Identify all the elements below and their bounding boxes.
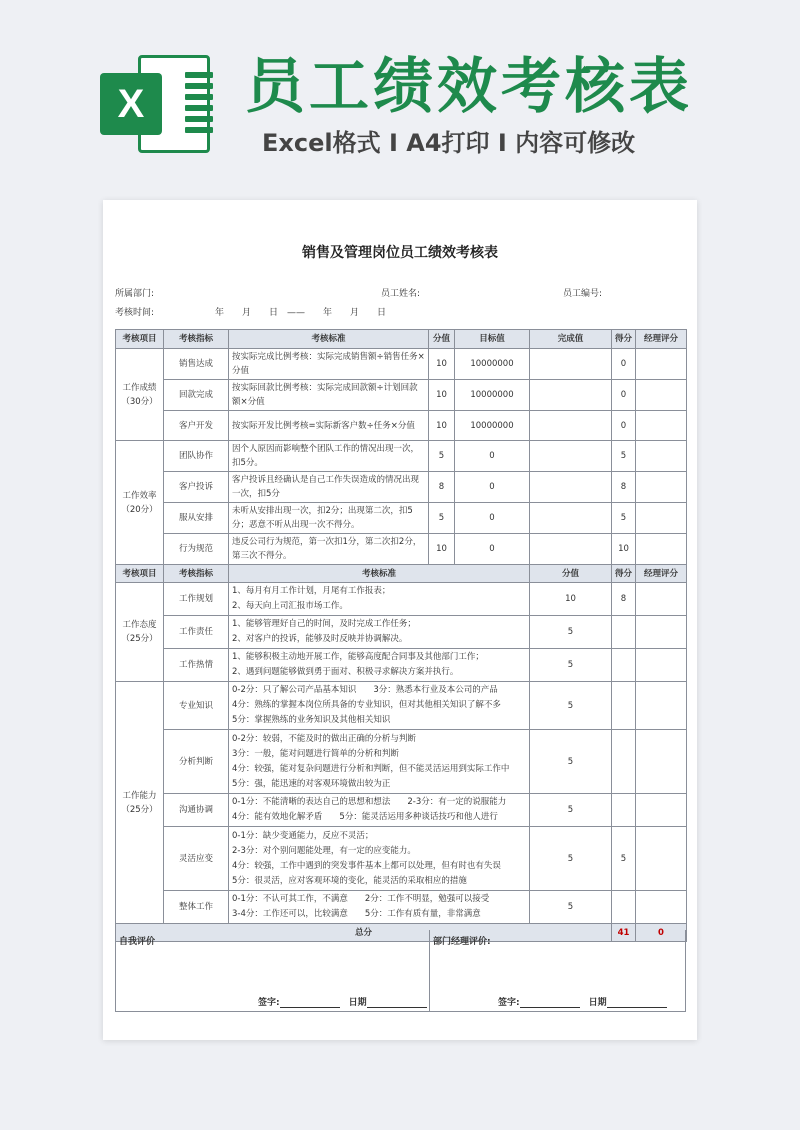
score-cell	[612, 891, 636, 924]
criteria-line: 1、每月有月工作计划，月尾有工作报表；	[232, 586, 391, 596]
indicator-cell: 专业知识	[164, 682, 229, 730]
manager-score-cell[interactable]	[636, 891, 687, 924]
criteria-line: 5分：掌握熟练的业务知识及其他相关知识	[232, 715, 391, 725]
table-row	[116, 411, 687, 441]
manager-score-cell[interactable]	[636, 441, 687, 472]
points-cell: 5	[429, 503, 455, 534]
time-range: 年 月 日 —— 年 月 日	[215, 308, 387, 318]
manager-score-cell[interactable]	[636, 794, 687, 827]
score-cell: 5	[612, 441, 636, 472]
points-cell: 5	[530, 827, 612, 891]
header-cell: 考核项目	[116, 565, 164, 583]
score-cell	[612, 730, 636, 794]
criteria-line: 4分：较强，工作中遇到的突发事件基本上都可以处理，但有时也有失误	[232, 860, 501, 871]
group-cell	[116, 349, 164, 441]
manager-score-cell[interactable]	[636, 380, 687, 411]
total-score: 41	[612, 924, 636, 942]
criteria-line: 2、对客户的投诉，能够及时反映并协调解决。	[232, 634, 408, 644]
criteria-cell: 按实际开发比例考核=实际新客户数÷任务×分值	[229, 411, 429, 441]
criteria-line: 0-1分：不能清晰的表达自己的思想和想法 2-3分：有一定的说服能力	[232, 797, 507, 807]
manager-score-cell[interactable]	[636, 349, 687, 380]
group-points: （25分）	[121, 804, 158, 815]
score-cell: 8	[612, 583, 636, 616]
points-cell: 5	[530, 682, 612, 730]
table-row	[116, 583, 687, 616]
criteria-line: 0-1分：缺少变通能力，反应不灵活；	[232, 830, 374, 841]
score-cell	[612, 649, 636, 682]
score-cell: 10	[612, 534, 636, 565]
criteria-line: 2、每天向上司汇报市场工作。	[232, 601, 348, 611]
points-cell: 8	[429, 472, 455, 503]
header-cell: 分值	[530, 565, 612, 583]
indicator-cell: 销售达成	[164, 349, 229, 380]
excel-letter: X	[100, 73, 162, 135]
points-cell: 5	[530, 730, 612, 794]
criteria-cell	[229, 649, 530, 682]
header-cell: 考核标准	[229, 330, 429, 349]
points-cell: 10	[429, 534, 455, 565]
header-cell: 完成值	[530, 330, 612, 349]
group-points: （30分）	[121, 396, 158, 407]
header-cell: 考核指标	[164, 330, 229, 349]
manager-score-cell[interactable]	[636, 616, 687, 649]
dept-label: 所属部门:	[115, 289, 155, 299]
criteria-cell: 违反公司行为规范，第一次扣1分，第二次扣2分，第三次不得分。	[229, 534, 429, 565]
criteria-cell	[229, 682, 530, 730]
manager-score-cell[interactable]	[636, 472, 687, 503]
excel-logo-icon	[100, 55, 210, 153]
done-cell[interactable]	[530, 534, 612, 565]
table-row	[116, 827, 687, 891]
criteria-line: 0-1分：不认可其工作，不满意 2分：工作不明显，勉强可以接受	[232, 894, 490, 904]
manager-score-cell[interactable]	[636, 503, 687, 534]
criteria-cell: 客户投诉且经确认是自己工作失误造成的情况出现一次，扣5分	[229, 472, 429, 503]
header-cell: 分值	[429, 330, 455, 349]
group-points: （20分）	[121, 504, 158, 515]
review-section	[115, 930, 686, 1012]
manager-review-box[interactable]	[430, 930, 687, 1012]
document-title: 销售及管理岗位员工绩效考核表	[302, 245, 498, 261]
indicator-cell: 灵活应变	[164, 827, 229, 891]
manager-score-cell[interactable]	[636, 411, 687, 441]
table-row	[116, 441, 687, 472]
target-cell[interactable]: 10000000	[455, 349, 530, 380]
criteria-cell	[229, 583, 530, 616]
done-cell[interactable]	[530, 411, 612, 441]
criteria-line: 0-2分：只了解公司产品基本知识 3分：熟悉本行业及本公司的产品	[232, 685, 498, 695]
criteria-cell: 因个人原因而影响整个团队工作的情况出现一次，扣5分。	[229, 441, 429, 472]
table-row	[116, 534, 687, 565]
self-review-box[interactable]	[116, 930, 430, 1012]
criteria-line: 4分：熟练的掌握本岗位所具备的专业知识，但对其他相关知识了解不多	[232, 700, 501, 710]
points-cell: 5	[429, 441, 455, 472]
table-header-row	[116, 330, 687, 349]
total-label: 总分	[116, 924, 612, 942]
manager-score-cell[interactable]	[636, 827, 687, 891]
indicator-cell: 回款完成	[164, 380, 229, 411]
indicator-cell: 沟通协调	[164, 794, 229, 827]
group-cell	[116, 441, 164, 565]
indicator-cell: 工作责任	[164, 616, 229, 649]
group-cell	[116, 682, 164, 924]
criteria-line: 3-4分：工作还可以，比较满意 5分：工作有质有量，非常满意	[232, 909, 481, 919]
self-sign-line[interactable]: 签字: 日期	[258, 995, 427, 1008]
banner	[0, 0, 800, 200]
self-review-label: 自我评价	[119, 937, 156, 947]
group-name: 工作成绩	[122, 382, 157, 393]
criteria-cell	[229, 616, 530, 649]
table-row	[116, 891, 687, 924]
name-label: 员工姓名:	[381, 289, 421, 299]
table-row	[116, 616, 687, 649]
table-row	[116, 649, 687, 682]
group-name: 工作能力	[122, 790, 157, 801]
group-name: 工作态度	[122, 620, 157, 630]
total-manager-score: 0	[636, 924, 687, 942]
score-cell	[612, 682, 636, 730]
indicator-cell: 客户投诉	[164, 472, 229, 503]
indicator-cell: 工作热情	[164, 649, 229, 682]
done-cell[interactable]	[530, 441, 612, 472]
indicator-cell: 分析判断	[164, 730, 229, 794]
assessment-table	[115, 329, 687, 942]
score-cell	[612, 794, 636, 827]
table-row	[116, 503, 687, 534]
criteria-line: 4分：较强，能对复杂问题进行分析和判断，但不能灵活运用到实际工作中	[232, 763, 510, 774]
criteria-line: 2、遇到问题能够做到勇于面对、积极寻求解决方案并执行。	[232, 667, 459, 677]
done-cell[interactable]	[530, 472, 612, 503]
indicator-cell: 工作规划	[164, 583, 229, 616]
indicator-cell: 行为规范	[164, 534, 229, 565]
banner-subtitle: Excel格式 I A4打印 I 内容可修改	[262, 129, 636, 157]
criteria-cell	[229, 891, 530, 924]
table-row	[116, 349, 687, 380]
criteria-line: 1、能够积极主动地开展工作，能够高度配合同事及其他部门工作；	[232, 652, 484, 662]
target-cell[interactable]: 0	[455, 534, 530, 565]
target-cell[interactable]: 0	[455, 472, 530, 503]
score-cell: 0	[612, 411, 636, 441]
indicator-cell: 服从安排	[164, 503, 229, 534]
criteria-cell	[229, 827, 530, 891]
table-row	[116, 794, 687, 827]
done-cell[interactable]	[530, 380, 612, 411]
points-cell: 5	[530, 616, 612, 649]
points-cell: 5	[530, 794, 612, 827]
manager-score-cell[interactable]	[636, 583, 687, 616]
header-cell: 经理评分	[636, 330, 687, 349]
criteria-line: 4分：能有效地化解矛盾 5分：能灵活运用多种谈话技巧和他人进行	[232, 812, 498, 822]
criteria-line: 0-2分：较弱，不能及时的做出正确的分析与判断	[232, 733, 416, 744]
criteria-cell: 未听从安排出现一次，扣2分；出现第二次，扣5分；恶意不听从出现一次不得分。	[229, 503, 429, 534]
points-cell: 10	[429, 411, 455, 441]
criteria-cell: 按实际回款比例考核：实际完成回款额÷计划回款额×分值	[229, 380, 429, 411]
score-cell: 0	[612, 380, 636, 411]
criteria-cell	[229, 794, 530, 827]
criteria-line: 1、能够管理好自己的时间，及时完成工作任务；	[232, 619, 416, 629]
criteria-cell	[229, 730, 530, 794]
target-cell[interactable]: 10000000	[455, 380, 530, 411]
manager-score-cell[interactable]	[636, 534, 687, 565]
time-label: 考核时间:	[115, 308, 155, 318]
manager-sign-line[interactable]: 签字: 日期	[498, 995, 667, 1008]
manager-review-label: 部门经理评价:	[433, 937, 491, 947]
header-cell: 得分	[612, 330, 636, 349]
manager-score-cell[interactable]	[636, 682, 687, 730]
criteria-cell: 按实际完成比例考核：实际完成销售额÷销售任务×分值	[229, 349, 429, 380]
banner-title: 员工绩效考核表	[245, 52, 693, 122]
manager-score-cell[interactable]	[636, 649, 687, 682]
group-name: 工作效率	[122, 490, 157, 501]
criteria-line: 3分：一般，能对问题进行简单的分析和判断	[232, 748, 399, 759]
table-row	[116, 472, 687, 503]
score-cell	[612, 616, 636, 649]
target-cell[interactable]: 0	[455, 503, 530, 534]
target-cell[interactable]: 0	[455, 441, 530, 472]
header-cell: 考核项目	[116, 330, 164, 349]
done-cell[interactable]	[530, 349, 612, 380]
header-cell: 考核指标	[164, 565, 229, 583]
table-row	[116, 682, 687, 730]
group-cell	[116, 583, 164, 682]
score-cell: 5	[612, 827, 636, 891]
points-cell: 10	[530, 583, 612, 616]
done-cell[interactable]	[530, 503, 612, 534]
criteria-line: 5分：很灵活，应对客观环境的变化，能灵活的采取相应的措施	[232, 875, 467, 886]
table-row	[116, 380, 687, 411]
points-cell: 5	[530, 649, 612, 682]
points-cell: 10	[429, 380, 455, 411]
indicator-cell: 客户开发	[164, 411, 229, 441]
score-cell: 8	[612, 472, 636, 503]
score-cell: 5	[612, 503, 636, 534]
target-cell[interactable]: 10000000	[455, 411, 530, 441]
table-header-row	[116, 565, 687, 583]
manager-score-cell[interactable]	[636, 730, 687, 794]
points-cell: 10	[429, 349, 455, 380]
header-cell: 得分	[612, 565, 636, 583]
table-row	[116, 730, 687, 794]
indicator-cell: 团队协作	[164, 441, 229, 472]
header-cell: 经理评分	[636, 565, 687, 583]
points-cell: 5	[530, 891, 612, 924]
indicator-cell: 整体工作	[164, 891, 229, 924]
score-cell: 0	[612, 349, 636, 380]
criteria-line: 2-3分：对个别问题能处理，有一定的应变能力。	[232, 845, 416, 856]
group-points: （25分）	[121, 634, 158, 644]
header-cell: 考核标准	[229, 565, 530, 583]
criteria-line: 5分：强，能迅速的对客观环境做出较为正	[232, 778, 391, 789]
document-page	[103, 200, 697, 1040]
header-cell: 目标值	[455, 330, 530, 349]
id-label: 员工编号:	[563, 289, 603, 299]
